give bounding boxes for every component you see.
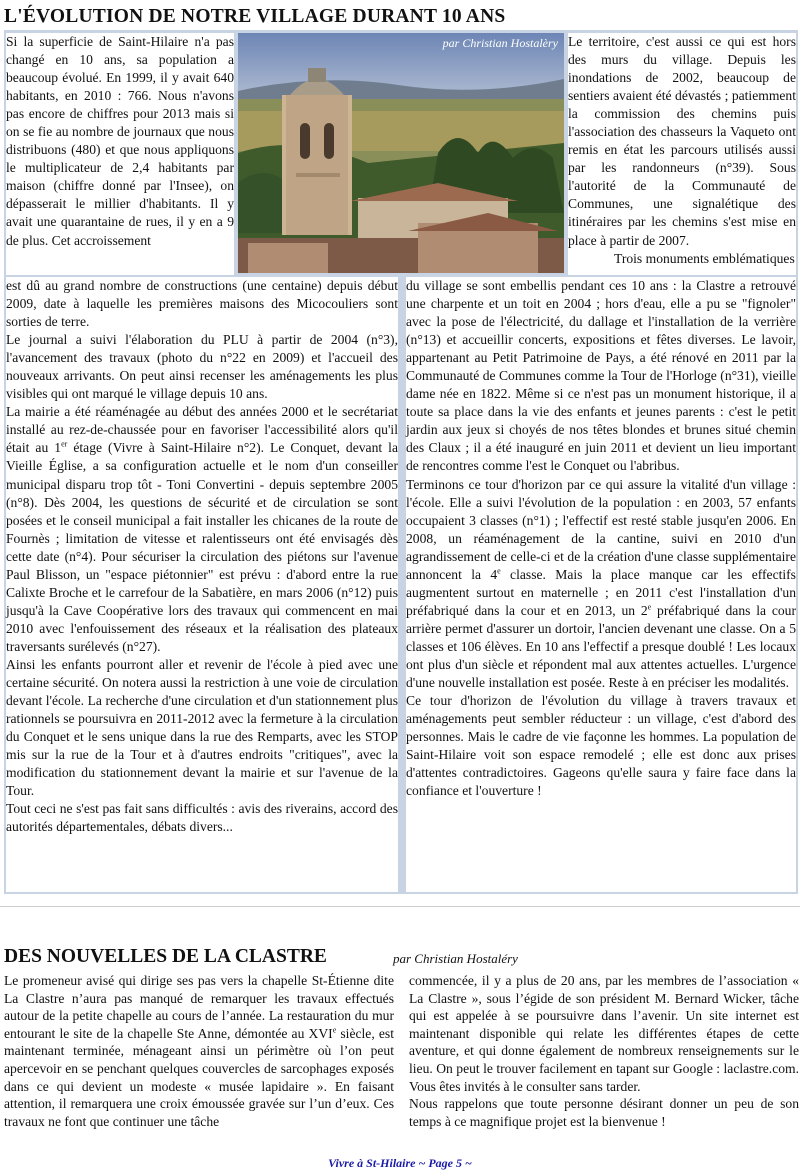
clastre-left-column xyxy=(4,972,394,1152)
right-column-bottom xyxy=(406,277,796,892)
clastre-right-column xyxy=(409,972,799,1152)
photo-credit: par Christian Hostalèry xyxy=(442,36,558,50)
left-column-bottom xyxy=(6,277,398,892)
paragraph: Le territoire, c'est aussi ce qui est hors des murs du village. Depuis les inondations de 2002, beaucoup de sentiers avaient été dévastés ; patiemment la commission des chemins puis l'association des chasseurs la Vaqueto ont remis en état les parcours utilisés aussi par les randonneurs (n°39). Sous l'autorité de la Communauté de Communes, une signalétique des itinéraires par les chemins s'est mise en place à partir de 2007. xyxy=(568,34,796,248)
divider xyxy=(0,906,800,907)
bell-tower-image xyxy=(238,33,564,273)
article-title: DES NOUVELLES DE LA CLASTRE xyxy=(4,946,327,967)
right-column-top xyxy=(568,33,796,275)
paragraph: Trois monuments emblématiques xyxy=(614,250,795,266)
paragraph: Si la superficie de Saint-Hilaire n'a pas changé en 10 ans, sa population a beaucoup évolué. En 1999, il y avait 640 habitants, en 2010 : 766. Nous n'avons pas encore de chiffres pour 2013 mais si on se fie au nombre de journaux que nous distribuons (480) et que nous appliquons le multiplicateur de 2,4 habitants par maison (chiffre donné par l'Insee), on dépasserait le millier d'habitants. Il y avait une quarantaine de rues, il y en a 9 de plus. Cet accroissement xyxy=(6,34,234,248)
paragraph: du village se sont embellis pendant ces 10 ans : la Clastre a retrouvé une charpente et un toit en 2004 ; hors d'eau, elle a pu se "fignoler" avec la pose de l'électricité, du dallage et l'installation de la verrière (n°13) et accueillir concerts, expositions et fêtes diverses. Le lavoir, appartenant au Petit Patrimoine de Pays, a été rénové en 2011 par la Communauté de Communes comme la Tour de l'Horloge (n°31), vieille dame née en 1822. Même si ce n'est pas un monument historique, il a toute sa place dans la vie des enfants et jeunes parents : c'est le petit jardin aux jeux si choyés de nos têtes blondes et brunes situé chemin des Claux ; il a été inauguré en juin 2011 et devient un lieu important de rencontres comme l'est le Conquet ou l'abribus. xyxy=(406,278,796,474)
paragraph: Nous rappelons que toute personne désirant donner un peu de son temps à ce magnifique projet est la bienvenue ! xyxy=(409,1096,799,1129)
paragraph: Ce tour d'horizon de l'évolution du village à travers travaux et aménagements peut sembler réducteur : un village, c'est d'abord des personnes. Mais le cadre de vie façonne les hommes. La population de Saint-Hilaire voit son espace remodelé ; elle est donc aux prises d'attentes contradictoires. Gageons qu'elle saura y faire face dans la confiance et l'ouverture ! xyxy=(406,693,796,799)
village-photo xyxy=(238,33,564,273)
paragraph: Le promeneur avisé qui dirige ses pas vers la chapelle St-Étienne dite La Clastre n’aura pas manqué de remarquer les travaux effectués autour de la petite chapelle au cours de l’année. La restauration du mur entourant le site de la chapelle Ste Anne, démontée au XVIe siècle, est maintenant terminée, ménageant ainsi un périmètre où l’on peut apercevoir en se penchant quelques couvercles de sarcophages exposés dans ce qui devient un modeste « musée lapidaire ». En faisant attention, il remarquera une croix émoussée gravée sur l’un d’eux. Ces travaux ne font que continuer une tâche xyxy=(4,973,394,1129)
paragraph: est dû au grand nombre de constructions (une centaine) depuis début 2009, date à laquelle les premières maisons des Micocouliers sont sorties de terre. xyxy=(6,278,398,330)
paragraph: commencée, il y a plus de 20 ans, par les membres de l’association « La Clastre », sous l’égide de son président M. Bernard Wicker, tâche qui est appelée à se poursuivre dans l’avenir. Un site internet est maintenant disponible qui relate les différentes étapes de cette aventure, et qui donne également de nombreux renseignements sur le lieu. On peut le trouver facilement en tapant sur Google : laclastre.com. Vous êtes invités à le consulter sans tarder. xyxy=(409,973,799,1094)
byline: par Christian Hostaléry xyxy=(393,951,518,966)
paragraph: Le journal a suivi l'élaboration du PLU à partir de 2004 (n°3), l'avancement des travaux (photo du n°22 en 2009) et l'accueil des nouveaux arrivants. On peut ainsi recenser les aménagements les plus visibles qui ont marqué le village depuis 10 ans. xyxy=(6,332,398,402)
left-column-top xyxy=(6,33,234,275)
paragraph: Tout ceci ne s'est pas fait sans difficultés : avis des riverains, accord des autorités départementales, débats divers... xyxy=(6,801,398,835)
page-footer: Vivre à St-Hilaire ~ Page 5 ~ xyxy=(328,1156,472,1170)
paragraph: Terminons ce tour d'horizon par ce qui assure la vitalité d'un village : l'école. Elle a suivi l'évolution de la population : en 2003, 57 enfants occupaient 3 classes (n°1) ; l'effectif est resté stable jusqu'en 2006. En 2008, un réaménagement de la cantine, suivi en 2010 d'un agrandissement de celle-ci et de la création d'une classe supplémentaire annoncent la 4e classe. Mais la place manque car les effectifs augmentent surtout en maternelle ; en 2011 c'est l'installation d'un préfabriqué dans la cour et en 2013, un 2e préfabriqué dans la cour arrière permet d'assurer un dortoir, l'ancien devenant une classe. On a 5 classes et 106 élèves. En 10 ans l'effectif a presque doublé ! Les locaux ont plus d'un siècle et répondent mal aux attentes actuelles. L'urgence d'une nouvelle installation est posée. Reste à en préciser les modalités. xyxy=(406,476,796,691)
article-title: L'ÉVOLUTION DE NOTRE VILLAGE DURANT 10 ANS xyxy=(4,6,506,27)
paragraph: Ainsi les enfants pourront aller et revenir de l'école à pied avec une certaine sécurité. On notera aussi la restriction à une voie de circulation devant l'école. La recherche d'une circulation et d'un stationnement plus rationnels se poursuivra en 2011-2012 avec la fermeture à la circulation du Conquet et le sens unique dans la rue des Remparts, avec les STOP mis sur la rue de la Tour et à d'autres endroits "critiques", avec la modification du stationnement devant la mairie et sur l'avenue de la Tour. xyxy=(6,656,398,799)
paragraph: La mairie a été réaménagée au début des années 2000 et le secrétariat installé au rez-de-chaussée pour en favoriser l'accessibilité alors qu'il était au 1er étage (Vivre à Saint-Hilaire n°2). Le Conquet, devant la Vieille Église, a sa configuration actuelle et le nom d'un conseiller municipal disparu trop tôt - Toni Convertini - depuis septembre 2005 (n°8). Dès 2004, les questions de sécurité et de circulation se sont posées et le conseil municipal a fait installer les chicanes de la route de Fournès ; limitation de vitesse et ralentisseurs ont été envisagés dès cette date (n°4). Pour sécuriser la circulation des piétons sur l'avenue Paul Blisson, un "espace piétonnier" est prévu : d'abord entre la rue Calixte Broche et le carrefour de la Sabatière, en mars 2006 (n°12) puis jusqu'à la Cave Coopérative lors des travaux qui commencent en mai 2010 avec l'enfouissement des réseaux et la réalisation des plateaux traversants surélevés (n°27). xyxy=(6,404,398,654)
